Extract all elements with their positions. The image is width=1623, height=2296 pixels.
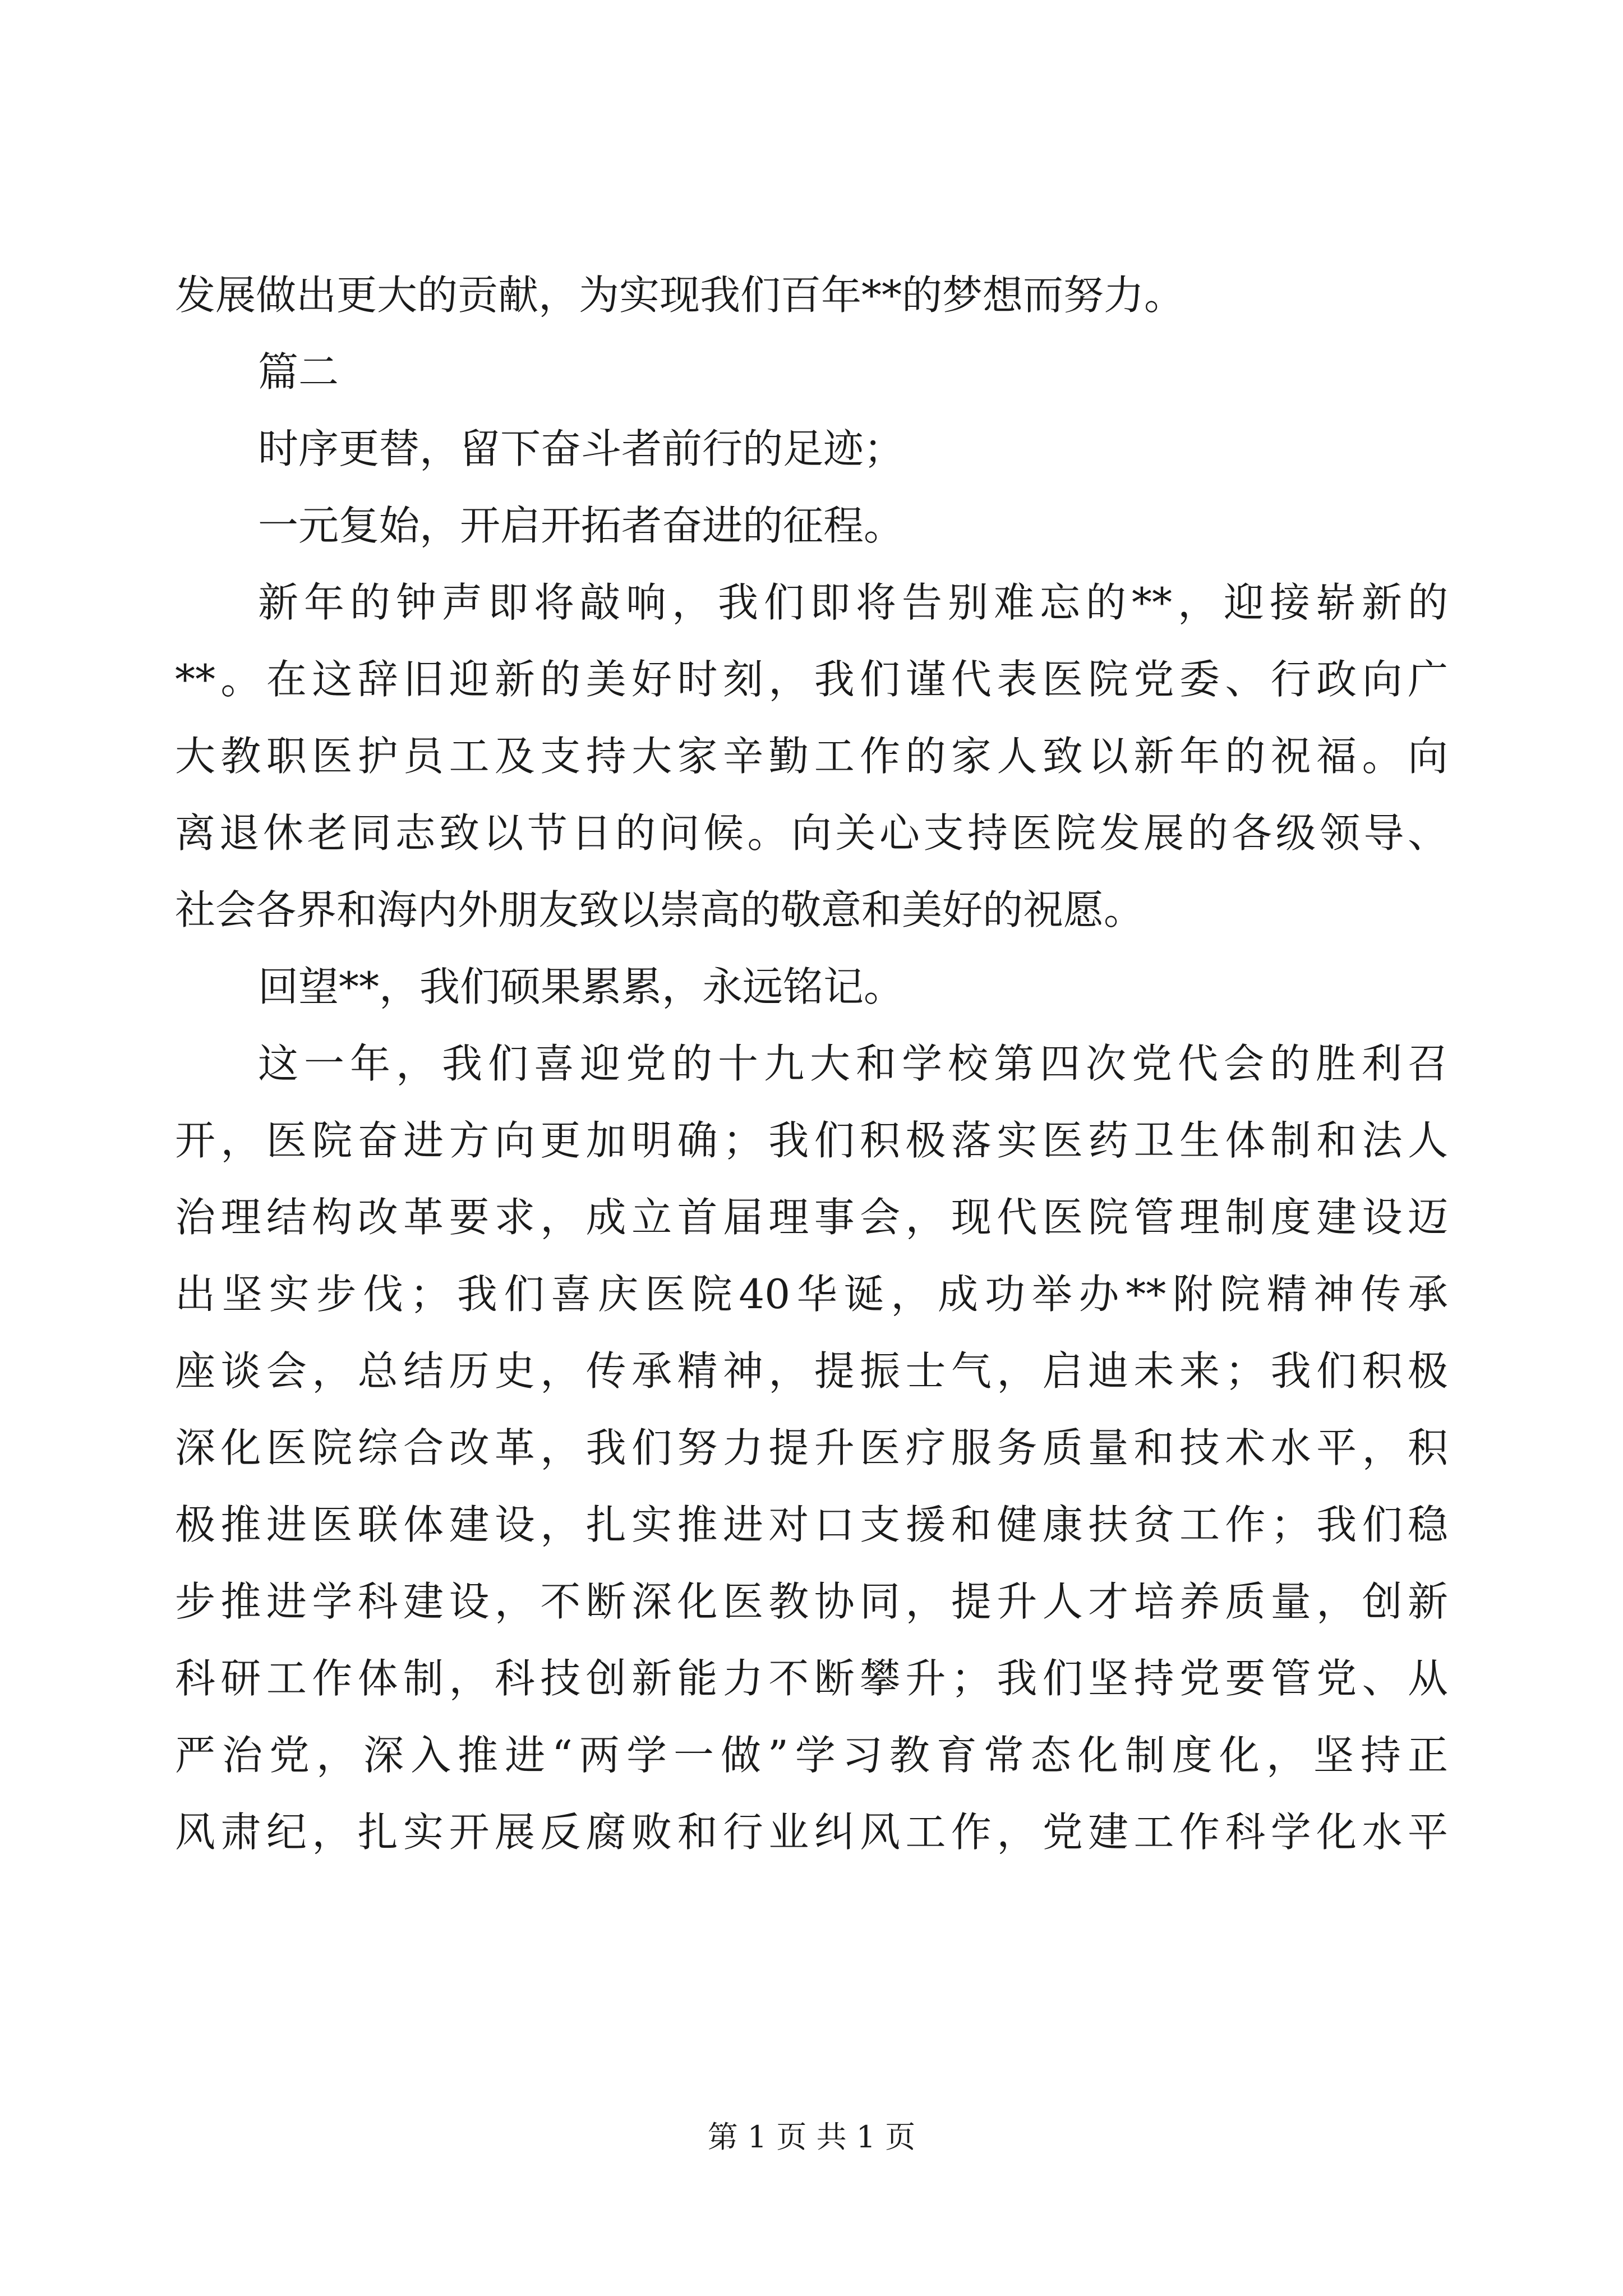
- text-line: 开，医院奋进方向更加明确；我们积极落实医药卫生体制和法人: [175, 1117, 1448, 1164]
- page-footer: [0, 2118, 1623, 2157]
- text-line: 离退休老同志致以节日的问候。向关心支持医院发展的各级领导、: [175, 809, 1448, 857]
- text-line: 座谈会，总结历史，传承精神，提振士气，启迪未来；我们积极: [175, 1347, 1448, 1395]
- text-line: 时序更替，留下奋斗者前行的足迹；: [258, 425, 905, 472]
- text-line: **。在这辞旧迎新的美好时刻，我们谨代表医院党委、行政向广: [175, 656, 1448, 703]
- text-line: 一元复始，开启开拓者奋进的征程。: [258, 502, 905, 549]
- page-number-label: 第 1 页 共 1 页: [707, 2119, 916, 2155]
- text-line: 这一年，我们喜迎党的十九大和学校第四次党代会的胜利召: [258, 1040, 1448, 1087]
- text-line: 治理结构改革要求，成立首届理事会，现代医院管理制度建设迈: [175, 1194, 1448, 1241]
- text-line: 社会各界和海内外朋友致以崇高的敬意和美好的祝愿。: [175, 886, 1145, 933]
- text-line: 科研工作体制，科技创新能力不断攀升；我们坚持党要管党、从: [175, 1655, 1448, 1702]
- text-line: 深化医院综合改革，我们努力提升医疗服务质量和技术水平，积: [175, 1424, 1448, 1471]
- text-line: 步推进学科建设，不断深化医教协同，提升人才培养质量，创新: [175, 1578, 1448, 1625]
- text-line: 回望**，我们硕果累累，永远铭记。: [258, 963, 905, 1010]
- text-line: 极推进医联体建设，扎实推进对口支援和健康扶贫工作；我们稳: [175, 1501, 1448, 1548]
- text-line: 发展做出更大的贡献，为实现我们百年**的梦想而努力。: [175, 272, 1185, 319]
- text-line: 风肃纪，扎实开展反腐败和行业纠风工作，党建工作科学化水平: [175, 1809, 1448, 1856]
- section-heading: 篇二: [258, 348, 339, 395]
- text-line: 新年的钟声即将敲响，我们即将告别难忘的**，迎接崭新的: [258, 579, 1448, 626]
- text-line: 严治党，深入推进“两学一做”学习教育常态化制度化，坚持正: [175, 1732, 1448, 1779]
- document-body: [175, 257, 1448, 1871]
- text-line: 出坚实步伐；我们喜庆医院40华诞，成功举办**附院精神传承: [175, 1271, 1448, 1318]
- text-line: 大教职医护员工及支持大家辛勤工作的家人致以新年的祝福。向: [175, 733, 1448, 780]
